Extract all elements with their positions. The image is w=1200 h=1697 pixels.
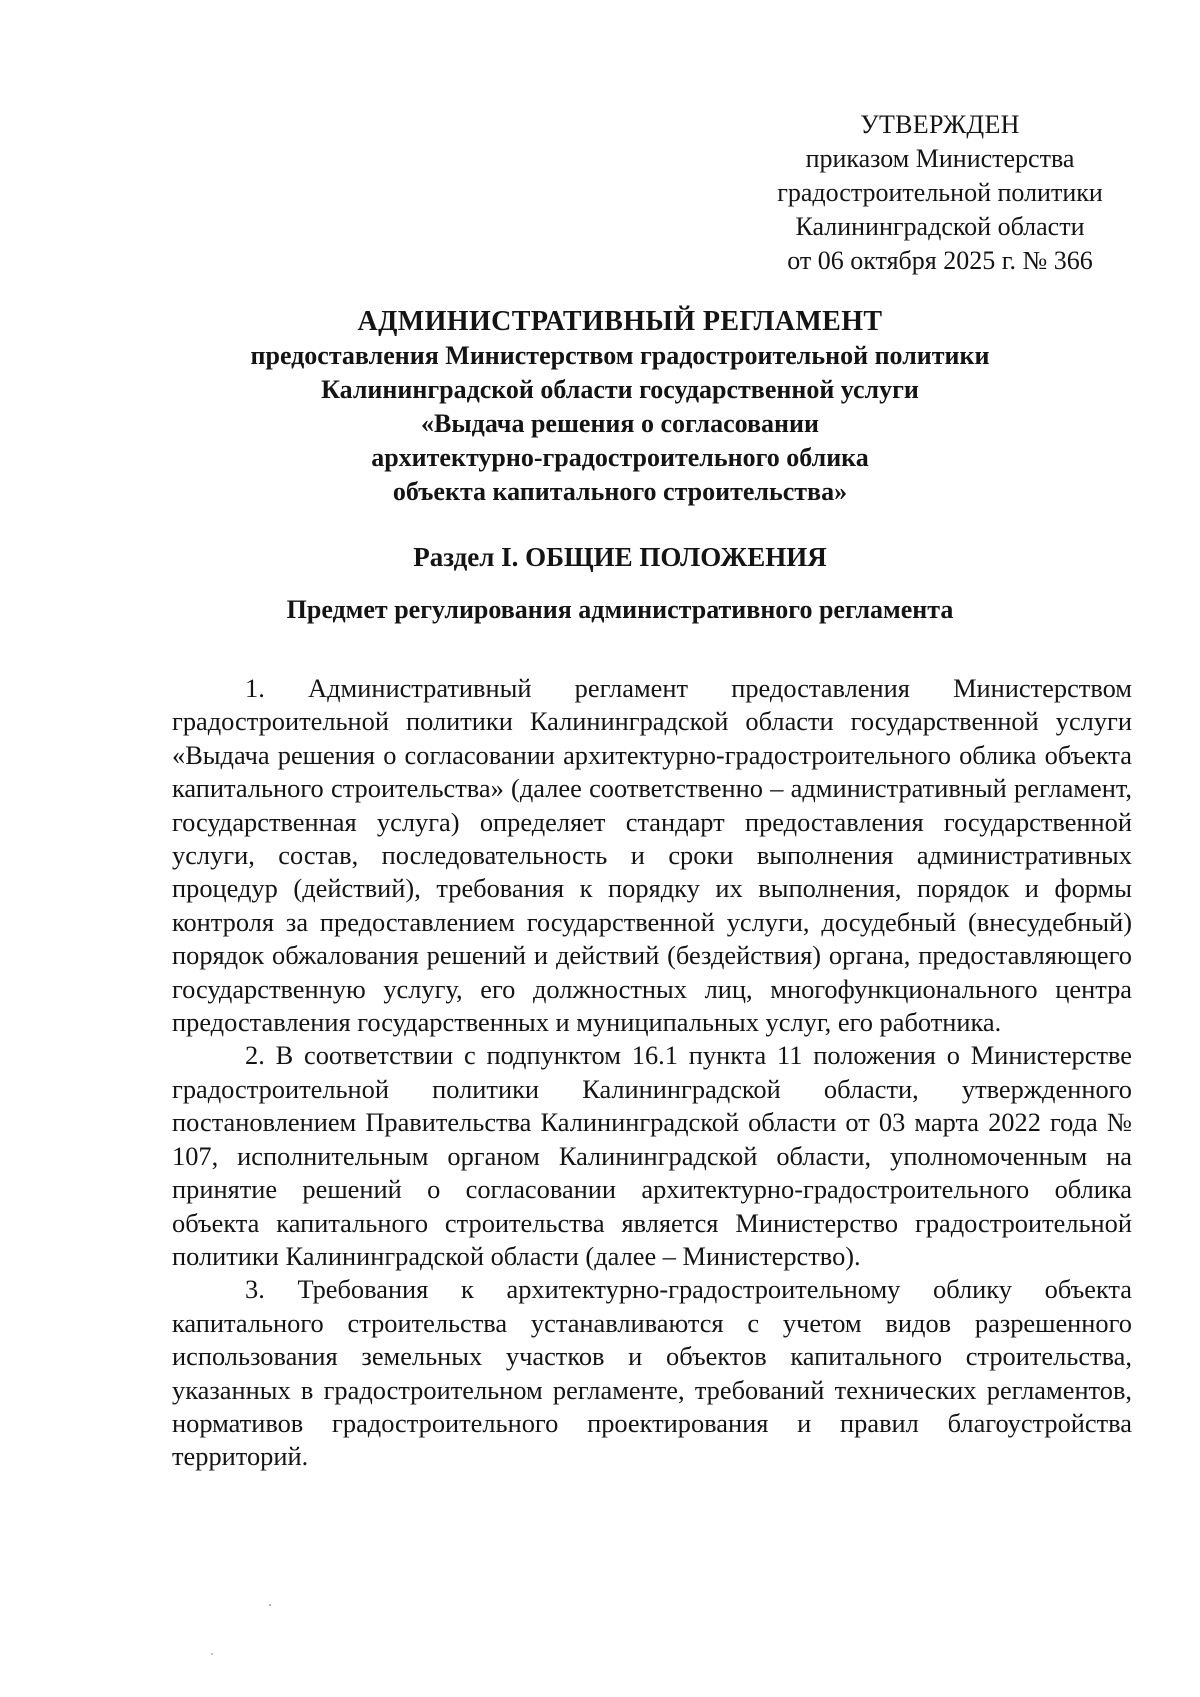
paragraph-3: 3. Требования к архитектурно-градостроительному облику объекта капитального строительства устанавливаются с учетом видов разрешенного использования земельных участков и объектов капитального строительства, указанных в градостроительном регламенте, требований технических регламентов, нормативов градостроительного проектирования и правил благоустройства территорий. — [172, 1274, 1132, 1472]
approval-heading: УТВЕРЖДЕН — [860, 110, 1020, 139]
section-heading: Раздел I. ОБЩИЕ ПОЛОЖЕНИЯ — [413, 542, 827, 572]
document-title — [180, 305, 1060, 509]
title-line: объекта капитального строительства» — [392, 477, 848, 506]
approval-block — [740, 108, 1140, 278]
approval-line: приказом Министерства — [805, 144, 1075, 173]
title-line: Калининградской области государственной услуги — [321, 375, 919, 404]
title-main: АДМИНИСТРАТИВНЫЙ РЕГЛАМЕНТ — [357, 306, 883, 337]
approval-date-number: от 06 октября 2025 г. № 366 — [787, 246, 1093, 275]
title-line: «Выдача решения о согласовании — [421, 409, 819, 438]
subsection-heading: Предмет регулирования административного регламента — [286, 595, 954, 624]
paragraph-2: 2. В соответствии с подпунктом 16.1 пункта 11 положения о Министерстве градостроительной политики Калининградской области, утвержденного постановлением Правительства Калининградской области от 03 марта 2022 года № 107, исполнительным органом Калининградской области, уполномоченным на принятие решений о согласовании архитектурно-градостроительного облика объекта капитального строительства является Министерство градостроительной политики Калининградской области (далее – Министерство). — [172, 1040, 1132, 1271]
scan-speck — [211, 1653, 213, 1655]
approval-line: Калининградской области — [795, 212, 1085, 241]
approval-line: градостроительной политики — [777, 178, 1103, 207]
paragraph-1: 1. Административный регламент предоставления Министерством градостроительной политики Калининградской области государственной услуги «Выдача решения о согласовании архитектурно-градостроительного облика объекта капитального строительства» (далее соответственно – административный регламент, государственная услуга) определяет стандарт предоставления государственной услуги, состав, последовательность и сроки выполнения административных процедур (действий), требования к порядку их выполнения, порядок и формы контроля за предоставлением государственной услуги, досудебный (внесудебный) порядок обжалования решений и действий (бездействия) органа, предоставляющего государственную услугу, его должностных лиц, многофункционального центра предоставления государственных и муниципальных услуг, его работника. — [172, 673, 1132, 1038]
scan-speck — [269, 1604, 271, 1606]
title-line: архитектурно-градостроительного облика — [371, 443, 869, 472]
title-line: предоставления Министерством градостроительной политики — [250, 341, 990, 370]
document-body — [172, 672, 1132, 1474]
